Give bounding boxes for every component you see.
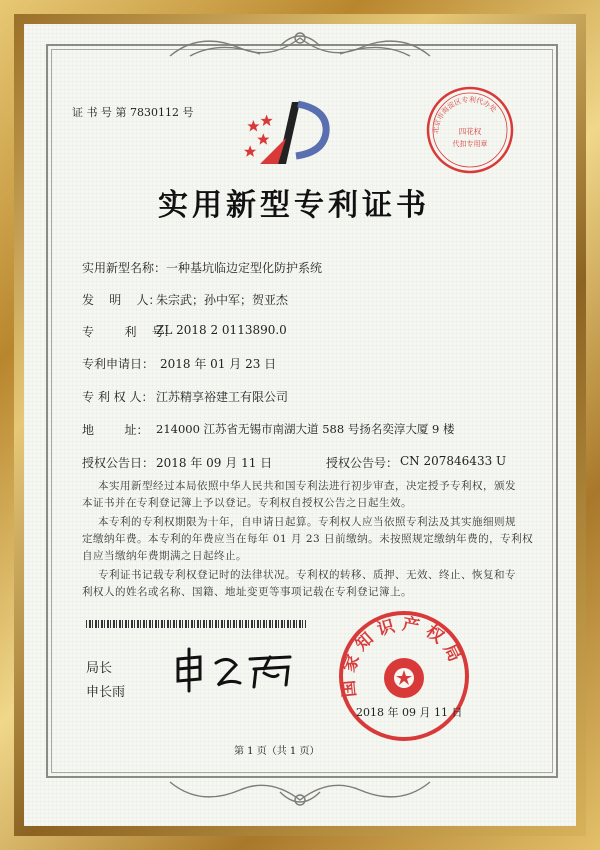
paragraph-1-line-1: 本实用新型经过本局依照中华人民共和国专利法进行初步审查，决定授予专利权，颁发 [98, 480, 516, 492]
seal-date: 2018 年 09 月 11 日 [356, 706, 463, 719]
address-label: 地 址： [82, 423, 149, 437]
stamp-arc-text: 北京市海淀区专利代办处 [431, 95, 498, 135]
paragraph-2-line-3: 自应当缴纳年费期满之日起终止。 [82, 550, 247, 562]
barcode [86, 620, 306, 628]
address-value: 214000 江苏省无锡市南湖大道 588 号扬名奕淳大厦 9 楼 [156, 422, 455, 436]
cnipa-emblem [238, 98, 338, 170]
grant-date-value: 2018 年 09 月 11 日 [156, 456, 273, 470]
page-indicator: 第 1 页（共 1 页） [234, 746, 320, 757]
grant-number-value: CN 207846433 U [400, 454, 507, 468]
application-date-value: 2018 年 01 月 23 日 [160, 357, 277, 371]
application-date-label: 专利申请日： [82, 357, 155, 371]
paragraph-2-line-1: 本专利的专利权期限为十年，自申请日起算。专利权人应当依照专利法及其实施细则规 [98, 516, 516, 528]
inventor-value: 朱宗武；孙中军；贺亚杰 [156, 293, 289, 307]
agency-stamp [424, 84, 516, 176]
name-value: 一种基坑临边定型化防护系统 [166, 261, 323, 275]
certificate-number: 证 书 号 第 7830112 号 [72, 106, 194, 119]
stamp-mid-text: 四花权 [458, 127, 482, 136]
patentee-value: 江苏精享裕建工有限公司 [156, 390, 289, 404]
certificate-title: 实用新型专利证书 [158, 188, 430, 223]
paragraph-3-line-1: 专利证书记载专利权登记时的法律状况。专利权的转移、质押、无效、终止、恢复和专 [98, 569, 516, 581]
director-name: 申长雨 [86, 685, 126, 700]
patent-number-label: 专 利 号： [82, 325, 176, 339]
patentee-label: 专 利 权 人： [82, 390, 154, 404]
director-signature [170, 645, 300, 695]
stamp-bottom-text: 代扣专用章 [452, 140, 488, 148]
grant-number-label: 授权公告号： [326, 456, 399, 470]
patent-number-value: ZL 2018 2 0113890.0 [156, 323, 287, 337]
inventor-label: 发 明 人： [82, 293, 161, 307]
paragraph-2-line-2: 定缴纳年费。本专利的年费应当在每年 01 月 23 日前缴纳。未按照规定缴纳年费的，专利权 [82, 533, 534, 545]
cnipa-seal [336, 608, 472, 744]
name-label: 实用新型名称： [82, 261, 167, 275]
paragraph-3-line-2: 利权人的姓名或名称、国籍、地址变更等事项记载在专利登记簿上。 [82, 586, 412, 598]
paragraph-1-line-2: 本证书并在专利登记簿上予以登记。专利权自授权公告之日起生效。 [82, 497, 412, 509]
director-title: 局长 [86, 661, 113, 676]
seal-text: 国家知识产权局 [338, 614, 468, 698]
top-ornament [160, 26, 440, 66]
bottom-ornament [160, 772, 440, 812]
grant-date-label: 授权公告日： [82, 456, 155, 470]
